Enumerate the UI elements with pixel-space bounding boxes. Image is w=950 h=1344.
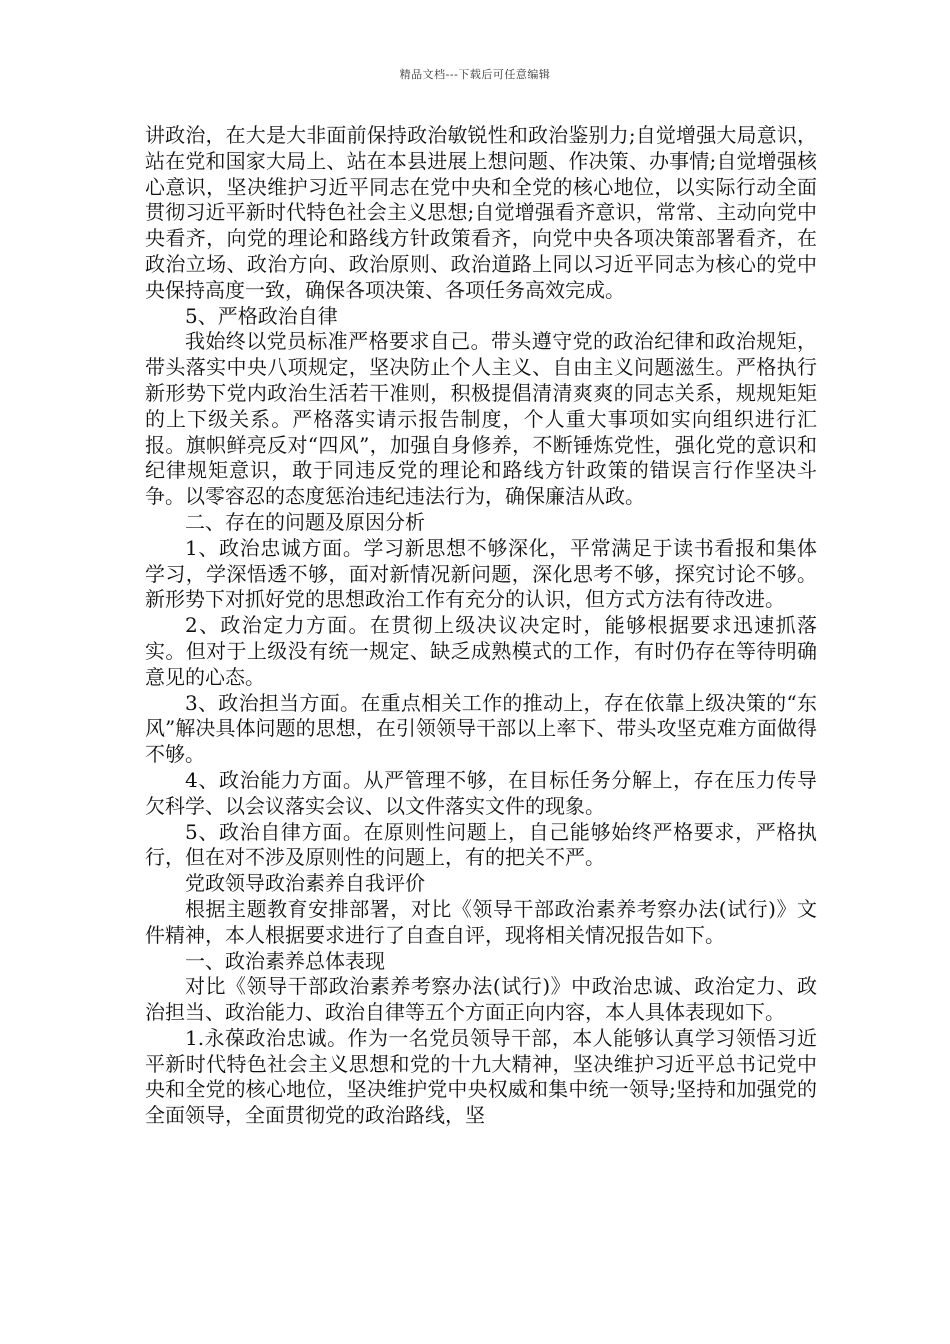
section-heading: 一、政治素养总体表现 xyxy=(185,948,385,973)
paragraph: 1、政治忠诚方面。学习新思想不够深化，平常满足于读书看报和集体学习，学深悟透不够，面对新情况新问题，深化思考不够，探究讨论不够。新形势下对抓好党的思想政治工作有充分的认识，但方式方法有待改进。 xyxy=(145,535,817,612)
paragraph: 3、政治担当方面。在重点相关工作的推动上，存在依靠上级决策的“东风”解决具体问题的思想，在引领领导干部以上率下、带头攻坚克难方面做得不够。 xyxy=(145,690,817,767)
paragraph: 对比《领导干部政治素养考察办法(试行)》中政治忠诚、政治定力、政治担当、政治能力、政治自律等五个方面正向内容，本人具体表现如下。 xyxy=(145,974,817,1025)
page-header: 精品文档---下载后可任意编辑 xyxy=(399,68,551,81)
paragraph: 5、政治自律方面。在原则性问题上，自己能够始终严格要求，严格执行，但在对不涉及原则性的问题上，有的把关不严。 xyxy=(145,819,817,870)
document-body xyxy=(145,123,817,1129)
section-heading: 二、存在的问题及原因分析 xyxy=(185,509,425,534)
paragraph: 我始终以党员标准严格要求自己。带头遵守党的政治纪律和政治规矩，带头落实中央八项规定，坚决防止个人主义、自由主义问题滋生。严格执行新形势下党内政治生活若干准则，积极提倡清清爽爽的同志关系，规规矩矩的上下级关系。严格落实请示报告制度，个人重大事项如实向组织进行汇报。旗帜鲜亮反对“四风”，加强自身修养，不断锤炼党性，强化党的意识和纪律规矩意识，敢于同违反党的理论和路线方针政策的错误言行作坚决斗争。以零容忍的态度惩治违纪违法行为，确保廉洁从政。 xyxy=(145,329,817,509)
paragraph: 根据主题教育安排部署，对比《领导干部政治素养考察办法(试行)》文件精神，本人根据要求进行了自查自评，现将相关情况报告如下。 xyxy=(145,896,817,947)
paragraph: 讲政治，在大是大非面前保持政治敏锐性和政治鉴别力;自觉增强大局意识，站在党和国家大局上、站在本县进展上想问题、作决策、办事情;自觉增强核心意识，坚决维护习近平同志在党中央和全党的核心地位，以实际行动全面贯彻习近平新时代特色社会主义思想;自觉增强看齐意识，常常、主动向党中央看齐，向党的理论和路线方针政策看齐，向党中央各项决策部署看齐，在政治立场、政治方向、政治原则、政治道路上同以习近平同志为核心的党中央保持高度一致，确保各项决策、各项任务高效完成。 xyxy=(145,123,817,302)
paragraph: 2、政治定力方面。在贯彻上级决议决定时，能够根据要求迅速抓落实。但对于上级没有统一规定、缺乏成熟模式的工作，有时仍存在等待明确意见的心态。 xyxy=(145,613,817,689)
paragraph: 1.永葆政治忠诚。作为一名党员领导干部，本人能够认真学习领悟习近平新时代特色社会主义思想和党的十九大精神，坚决维护习近平总书记党中央和全党的核心地位，坚决维护党中央权威和集中统一领导;坚持和加强党的全面领导，全面贯彻党的政治路线，坚 xyxy=(145,1025,817,1128)
paragraph: 4、政治能力方面。从严管理不够，在目标任务分解上，存在压力传导欠科学、以会议落实会议、以文件落实文件的现象。 xyxy=(145,767,817,818)
section-heading: 5、严格政治自律 xyxy=(185,303,338,328)
document-title: 党政领导政治素养自我评价 xyxy=(185,871,425,896)
